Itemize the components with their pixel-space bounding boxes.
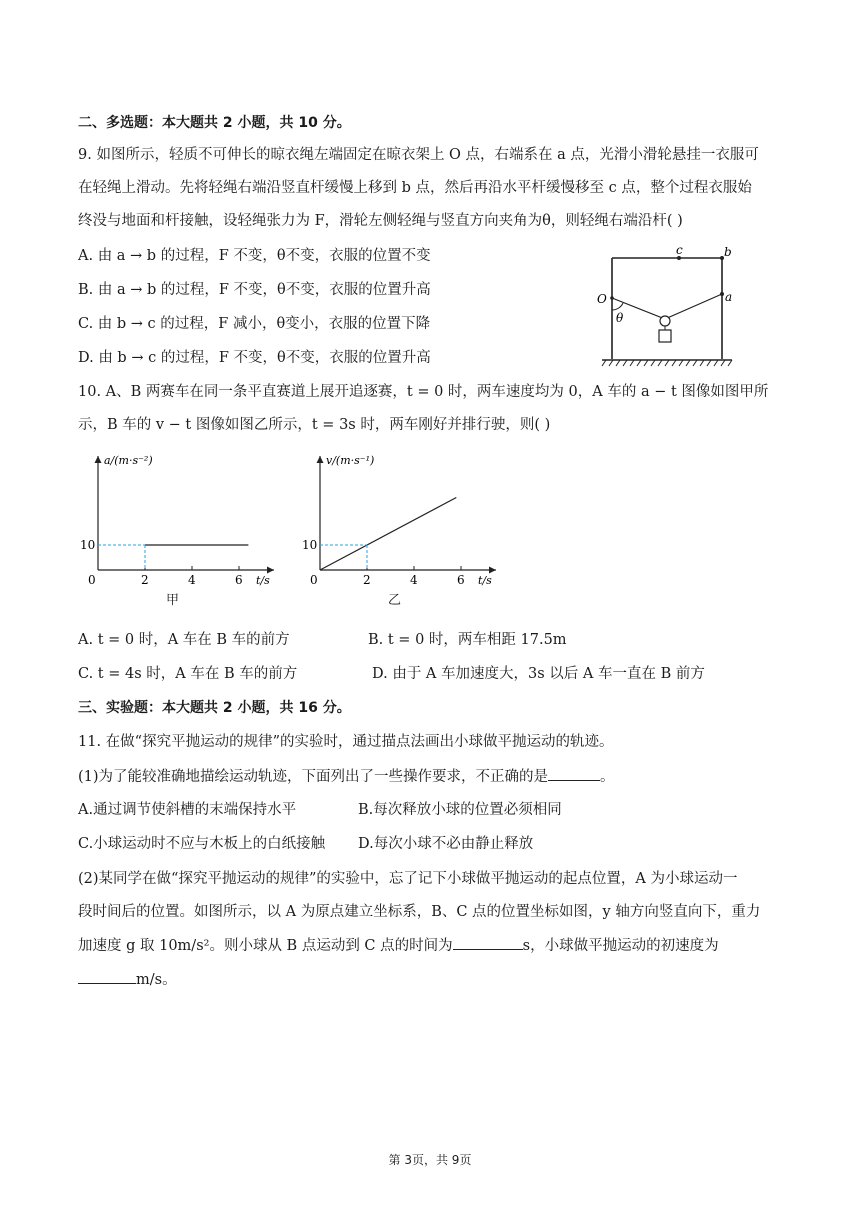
angle-arc — [612, 303, 623, 310]
page-footer: 第 3页，共 9页 — [388, 1153, 472, 1167]
answer-blank-time[interactable] — [453, 935, 523, 950]
question-11-stem: 11. 在做“探究平抛运动的规律”的实验时，通过描点法画出小球做平抛运动的轨迹。 — [78, 734, 614, 750]
question-9-option-c: C. 由 b → c 的过程，F 减小，θ变小，衣服的位置下降 — [78, 316, 431, 332]
v-t-chart — [300, 450, 510, 610]
question-9-stem-line: 9. 如图所示，轻质不可伸长的晾衣绳左端固定在晾衣架上 O 点，右端系在 a 点，光滑小滑轮悬挂一衣服可 — [78, 147, 759, 163]
question-11-part-2-line — [78, 969, 177, 990]
answer-blank[interactable] — [548, 766, 600, 781]
question-10-option-a: A. t = 0 时，A 车在 B 车的前方 — [78, 632, 290, 648]
y-tick-label: 10 — [302, 538, 318, 552]
question-11-part-2-line: 段时间后的位置。如图所示，以 A 为原点建立坐标系，B、C 点的位置坐标如图，y 轴方向竖直向下，重力 — [78, 904, 761, 920]
x-tick-label: 0 — [88, 573, 96, 587]
question-9-option-a: A. 由 a → b 的过程，F 不变，θ不变，衣服的位置不变 — [78, 248, 431, 264]
answer-blank-velocity[interactable] — [78, 969, 136, 984]
section-header: 三、实验题：本大题共 2 小题，共 16 分。 — [78, 700, 351, 716]
question-11-option-a: A.通过调节使斜槽的末端保持水平 — [78, 802, 297, 818]
clothes — [659, 330, 671, 342]
a-t-chart — [78, 450, 288, 610]
x-tick-label: 2 — [141, 573, 149, 587]
x-tick-label: 6 — [457, 573, 465, 587]
question-9-option-b: B. 由 a → b 的过程，F 不变，θ不变，衣服的位置升高 — [78, 282, 431, 298]
chart-b-caption: 乙 — [388, 593, 402, 608]
rope — [612, 294, 722, 319]
question-11-part-2-line: (2)某同学在做“探究平抛运动的规律”的实验中，忘了记下小球做平抛运动的起点位置，A 为小球运动一 — [78, 871, 738, 887]
y-axis-label: v/(m·s⁻¹) — [326, 454, 375, 467]
part-1-end: 。 — [600, 769, 615, 785]
question-11-part-1 — [78, 766, 615, 787]
part-2-text: m/s。 — [136, 972, 177, 988]
label-c: c — [676, 243, 683, 257]
label-a: a — [725, 290, 733, 304]
clothesline-figure — [590, 238, 740, 370]
x-tick-label: 4 — [188, 573, 196, 587]
y-tick-label: 10 — [80, 538, 96, 552]
label-b: b — [724, 245, 732, 259]
point-o — [610, 296, 614, 300]
point-a — [720, 292, 724, 296]
question-9-option-d: D. 由 b → c 的过程，F 不变，θ不变，衣服的位置升高 — [78, 350, 431, 366]
question-11-part-2-line — [78, 935, 719, 956]
question-11-option-d: D.每次小球不必由静止释放 — [358, 836, 534, 852]
ground-hatching — [602, 360, 732, 366]
question-10-option-c: C. t = 4s 时，A 车在 B 车的前方 — [78, 666, 298, 682]
x-tick-label: 6 — [235, 573, 243, 587]
question-11-option-c: C.小球运动时不应与木板上的白纸接触 — [78, 836, 326, 852]
pulley — [660, 316, 670, 326]
question-11-option-b: B.每次释放小球的位置必须相同 — [358, 802, 562, 818]
question-9-stem-line: 在轻绳上滑动。先将轻绳右端沿竖直杆缓慢上移到 b 点，然后再沿水平杆缓慢移至 c 点，整个过程衣服始 — [78, 180, 752, 196]
chart-a-caption: 甲 — [166, 593, 180, 608]
question-10-stem-line: 示，B 车的 v − t 图像如图乙所示，t = 3s 时，两车刚好并排行驶，则( ) — [78, 417, 551, 433]
part-1-text: (1)为了能较准确地描绘运动轨迹，下面列出了一些操作要求，不正确的是 — [78, 769, 549, 785]
label-theta: θ — [616, 311, 624, 325]
question-10-option-b: B. t = 0 时，两车相距 17.5m — [368, 632, 567, 648]
question-9-stem-line: 终没与地面和杆接触，设轻绳张力为 F，滑轮左侧轻绳与竖直方向夹角为θ，则轻绳右端沿杆( ) — [78, 213, 683, 229]
label-o: O — [597, 292, 607, 306]
part-2-text: 加速度 g 取 10m/s²。则小球从 B 点运动到 C 点的时间为 — [78, 938, 453, 954]
x-axis-label: t/s — [256, 574, 270, 587]
x-axis-label: t/s — [478, 574, 492, 587]
x-tick-label: 4 — [410, 573, 418, 587]
question-10-option-d: D. 由于 A 车加速度大，3s 以后 A 车一直在 B 前方 — [372, 666, 705, 682]
x-tick-label: 2 — [363, 573, 371, 587]
x-tick-label: 0 — [310, 573, 318, 587]
part-2-text: s，小球做平抛运动的初速度为 — [522, 938, 719, 954]
section-header: 二、多选题：本大题共 2 小题，共 10 分。 — [78, 115, 351, 131]
y-axis-label: a/(m·s⁻²) — [104, 454, 153, 467]
series-line — [320, 498, 456, 571]
question-10-stem-line: 10. A、B 两赛车在同一条平直赛道上展开追逐赛，t = 0 时，两车速度均为 0，A 车的 a − t 图像如图甲所 — [78, 384, 769, 400]
